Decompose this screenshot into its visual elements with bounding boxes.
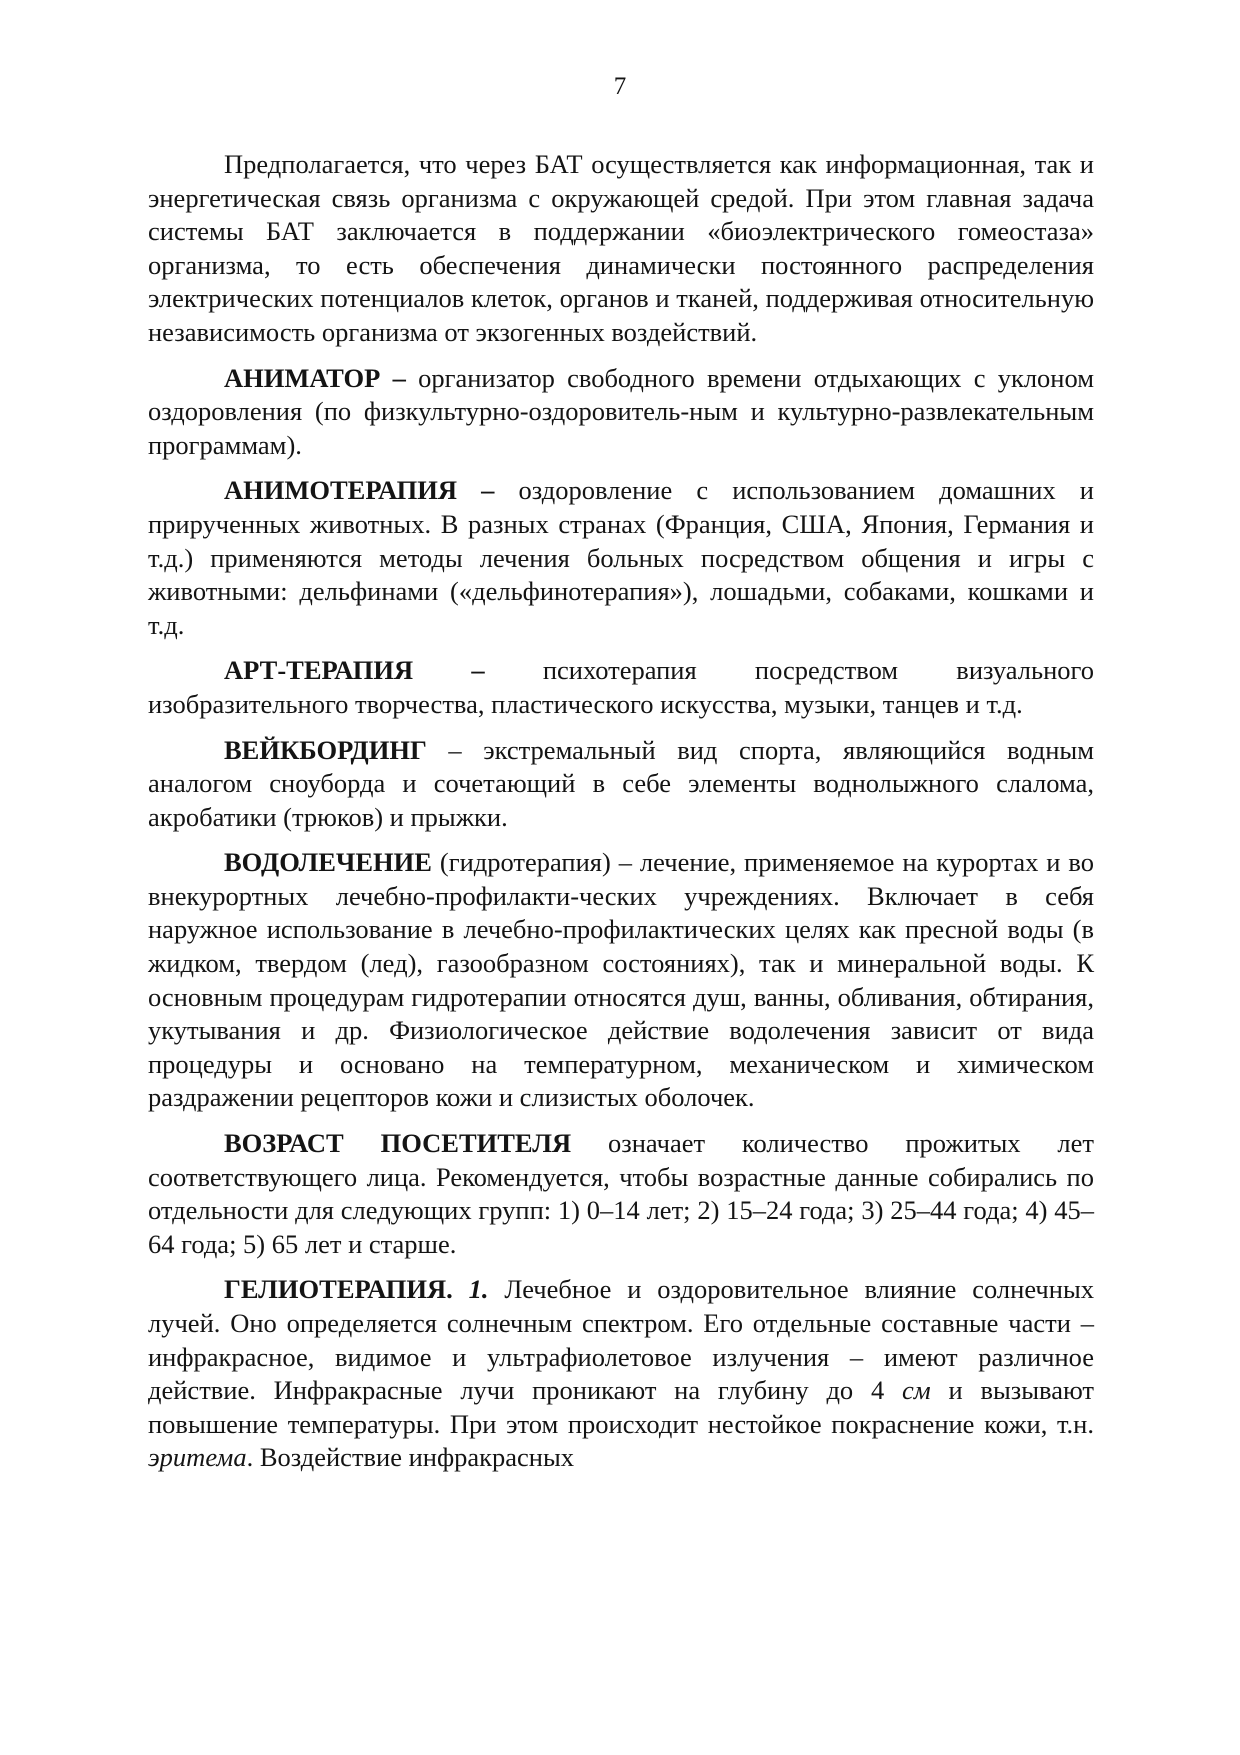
- page-number: 7: [613, 73, 627, 100]
- definition-heliotherapy-part-b: и вызывают повышение температуры. При этом происходит нестойкое покраснение кожи, т.н.: [148, 1375, 1095, 1439]
- paragraph-bat: [148, 148, 1094, 350]
- term-art-therapy: АРТ-ТЕРАПИЯ: [224, 655, 414, 686]
- definition-animator: организатор свободного времени отдыхающих с уклоном оздоровления (по физкультурно-оздоровитель-ным и культурно-развлекательным программам).: [148, 362, 1095, 460]
- definition-hydrotherapy: (гидротерапия) – лечение, применяемое на курортах и во внекурортных лечебно-профилакти-ческих учреждениях. Включает в себя наружное использование в лечебно-профилактических целях как пресной воды (в жидком, твердом (лед), газообразном состояниях), так и минеральной воды. К основным процедурам гидротерапии относятся душ, ванны, обливания, обтирания, укутывания и др. Физиологическое действие водолечения зависит от вида процедуры и основано на температурном, механическом и химическом раздражении рецепторов кожи и слизистых оболочек.: [148, 847, 1094, 1113]
- definition-wakeboarding: экстремальный вид спорта, являющийся водным аналогом сноуборда и сочетающий в себе элементы воднолыжного слалома, акробатики (трюков) и прыжки.: [148, 734, 1094, 832]
- paragraph-visitor-age: [148, 1127, 1094, 1261]
- paragraph-hydrotherapy: [148, 846, 1094, 1115]
- paragraph-animotherapy: [148, 474, 1094, 642]
- term-dash: –: [456, 475, 519, 506]
- term-wakeboarding: ВЕЙКБОРДИНГ: [224, 734, 427, 765]
- term-heliotherapy: ГЕЛИОТЕРАПИЯ.: [224, 1274, 453, 1305]
- term-erythema: эритема: [148, 1442, 247, 1473]
- definition-number: 1.: [468, 1274, 489, 1305]
- paragraph-art-therapy: [148, 654, 1094, 721]
- paragraph-animator: [148, 362, 1094, 463]
- term-dash: –: [413, 655, 543, 686]
- document-body: [148, 148, 1094, 1487]
- term-dash: –: [426, 734, 484, 765]
- term-visitor-age: ВОЗРАСТ ПОСЕТИТЕЛЯ: [224, 1128, 572, 1159]
- paragraph-heliotherapy: [148, 1273, 1094, 1475]
- unit-cm: см: [902, 1375, 931, 1406]
- definition-art-therapy: психотерапия посредством визуального изобразительного творчества, пластического искусства, музыки, танцев и т.д.: [148, 655, 1095, 719]
- definition-animotherapy: оздоровление с использованием домашних и прирученных животных. В разных странах (Франция, США, Япония, Германия и т.д.) применяются методы лечения больных посредством общения и игры с животными: дельфинами («дельфинотерапия»), лошадьми, собаками, кошками и т.д.: [148, 475, 1094, 640]
- definition-heliotherapy-part-a: Лечебное и оздоровительное влияние солнечных лучей. Оно определяется солнечным спектром. Его отдельные составные части – инфракрасное, видимое и ультрафиолетовое излучения – имеют различное действие. Инфракрасные лучи проникают на глубину до 4: [148, 1274, 1094, 1406]
- term-dash: –: [380, 362, 419, 393]
- paragraph-wakeboarding: [148, 734, 1094, 835]
- definition-heliotherapy-part-c: . Воздействие инфракрасных: [246, 1442, 575, 1473]
- paragraph-bat-text: Предполагается, что через БАТ осуществляется как информационная, так и энергетическая связь организма с окружающей средой. При этом главная задача системы БАТ заключается в поддержании «биоэлектрического гомеостаза» организма, то есть обеспечения динамически постоянного распределения электрических потенциалов клеток, органов и тканей, поддерживая относительную независимость организма от экзогенных воздействий.: [148, 149, 1094, 347]
- term-animator: АНИМАТОР: [224, 362, 381, 393]
- term-animotherapy: АНИМОТЕРАПИЯ: [224, 475, 457, 506]
- definition-visitor-age: означает количество прожитых лет соответствующего лица. Рекомендуется, чтобы возрастные данные собирались по отдельности для следующих групп: 1) 0–14 лет; 2) 15–24 года; 3) 25–44 года; 4) 45–64 года; 5) 65 лет и старше.: [148, 1128, 1094, 1259]
- term-hydrotherapy: ВОДОЛЕЧЕНИЕ: [224, 847, 432, 878]
